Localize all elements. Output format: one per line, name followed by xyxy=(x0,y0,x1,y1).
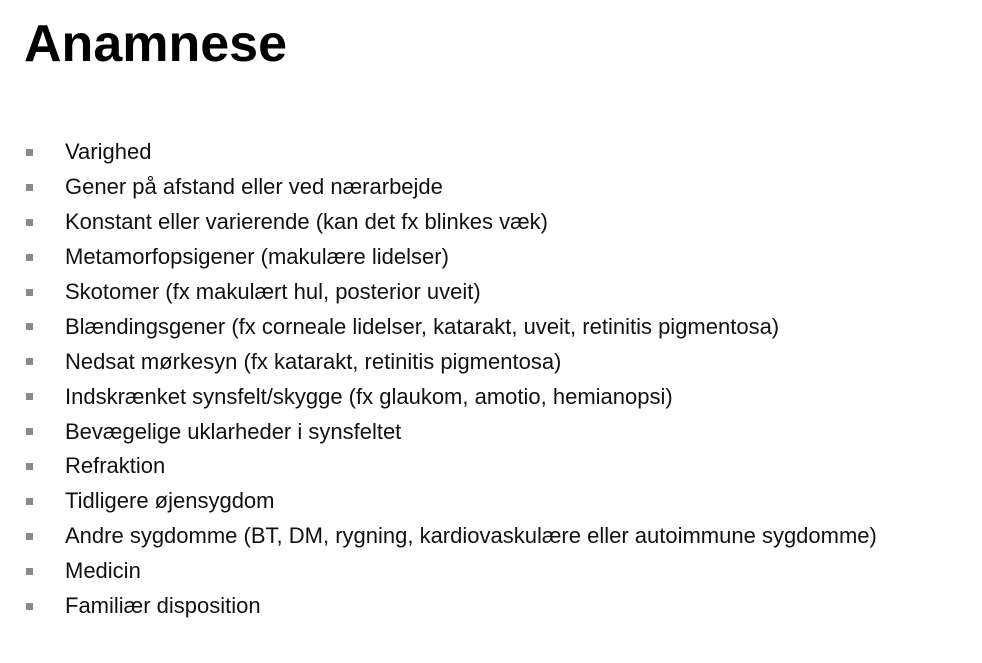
list-item xyxy=(26,379,877,414)
list-item xyxy=(26,519,877,554)
square-bullet-icon xyxy=(26,603,33,610)
list-item xyxy=(26,205,877,240)
list-item xyxy=(26,240,877,275)
list-item xyxy=(26,309,877,344)
list-item-text: Bevægelige uklarheder i synsfeltet xyxy=(65,418,402,444)
list-item-text: Varighed xyxy=(65,139,152,165)
list-item-text: Andre sygdomme (BT, DM, rygning, kardiovaskulære eller autoimmune sygdomme) xyxy=(65,523,877,549)
list-item xyxy=(26,589,877,624)
list-item xyxy=(26,414,877,449)
list-item-text: Indskrænket synsfelt/skygge (fx glaukom, amotio, hemianopsi) xyxy=(65,383,673,409)
list-item-text: Tidligere øjensygdom xyxy=(65,488,275,514)
square-bullet-icon xyxy=(26,498,33,505)
list-item xyxy=(26,449,877,484)
list-item-text: Nedsat mørkesyn (fx katarakt, retinitis pigmentosa) xyxy=(65,348,562,374)
list-item xyxy=(26,484,877,519)
square-bullet-icon xyxy=(26,463,33,470)
square-bullet-icon xyxy=(26,254,33,261)
list-item-text: Blændingsgener (fx corneale lidelser, katarakt, uveit, retinitis pigmentosa) xyxy=(65,313,780,339)
square-bullet-icon xyxy=(26,393,33,400)
list-item-text: Medicin xyxy=(65,558,141,584)
square-bullet-icon xyxy=(26,533,33,540)
square-bullet-icon xyxy=(26,568,33,575)
bullet-list xyxy=(26,135,877,623)
list-item xyxy=(26,554,877,589)
list-item xyxy=(26,170,877,205)
list-item xyxy=(26,344,877,379)
square-bullet-icon xyxy=(26,289,33,296)
square-bullet-icon xyxy=(26,323,33,330)
list-item xyxy=(26,275,877,310)
square-bullet-icon xyxy=(26,219,33,226)
square-bullet-icon xyxy=(26,428,33,435)
list-item-text: Familiær disposition xyxy=(65,593,261,619)
square-bullet-icon xyxy=(26,149,33,156)
list-item-text: Refraktion xyxy=(65,453,166,479)
list-item xyxy=(26,135,877,170)
square-bullet-icon xyxy=(26,358,33,365)
list-item-text: Skotomer (fx makulært hul, posterior uveit) xyxy=(65,279,481,304)
square-bullet-icon xyxy=(26,184,33,191)
list-item-text: Metamorfopsigener (makulære lidelser) xyxy=(65,244,449,270)
list-item-text: Gener på afstand eller ved nærarbejde xyxy=(65,174,443,200)
list-item-text: Konstant eller varierende (kan det fx blinkes væk) xyxy=(65,209,549,235)
slide-title: Anamnese xyxy=(24,15,287,73)
